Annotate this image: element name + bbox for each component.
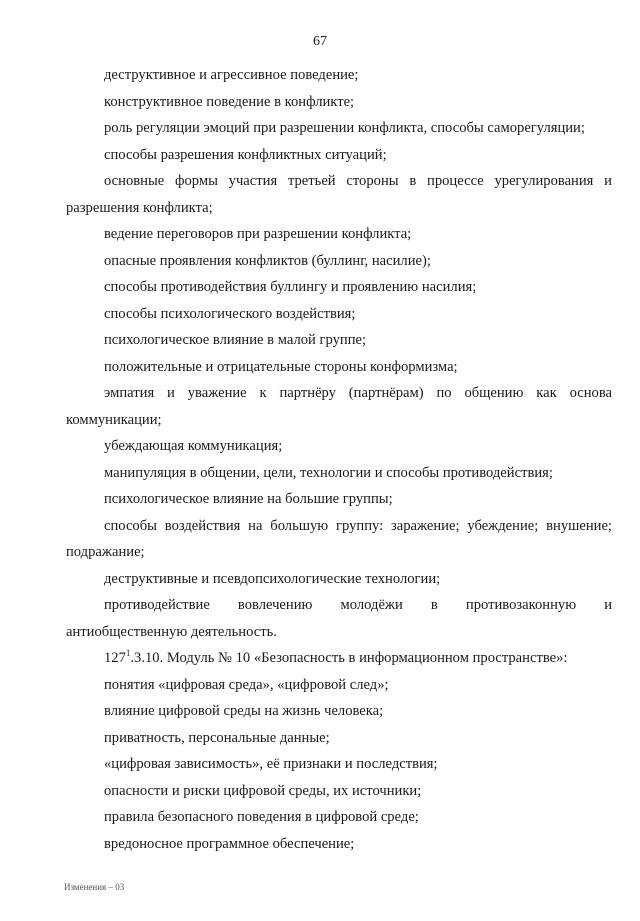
list-item: роль регуляции эмоций при разрешении конфликта, способы саморегуляции; xyxy=(104,120,585,136)
list-item: правила безопасного поведения в цифровой среде; xyxy=(104,809,419,825)
list-item: способы психологического воздействия; xyxy=(104,305,356,322)
list-item: эмпатия и уважение к партнёру (партнёрам) по общению как основа коммуникации; xyxy=(66,385,612,428)
list-item: ведение переговоров при разрешении конфликта; xyxy=(104,226,412,242)
list-item: противодействие вовлечению молодёжи в противозаконную и антиобщественную деятельность. xyxy=(66,597,612,640)
module-heading-prefix: 127 xyxy=(104,650,126,666)
list-item: способы противодействия буллингу и проявлению насилия; xyxy=(104,279,477,295)
list-item: способы разрешения конфликтных ситуаций; xyxy=(104,146,387,163)
list-item: основные формы участия третьей стороны в процессе урегулирования и разрешения конфликта; xyxy=(66,173,612,216)
page-number: 67 xyxy=(313,34,327,49)
document-body xyxy=(66,62,612,857)
list-item: положительные и отрицательные стороны конформизма; xyxy=(104,358,458,375)
list-item: опасности и риски цифровой среды, их источники; xyxy=(104,782,422,799)
list-item: опасные проявления конфликтов (буллинг, насилие); xyxy=(104,252,431,269)
list-item: влияние цифровой среды на жизнь человека; xyxy=(104,703,384,719)
module-heading xyxy=(66,645,612,672)
list-item: психологическое влияние на большие группы; xyxy=(104,491,393,507)
list-item: убеждающая коммуникация; xyxy=(104,438,283,454)
list-item: манипуляция в общении, цели, технологии и способы противодействия; xyxy=(104,464,553,481)
list-item: приватность, персональные данные; xyxy=(104,729,330,746)
list-item: конструктивное поведение в конфликте; xyxy=(104,93,355,110)
page-footer: Изменения – 03 xyxy=(64,882,125,892)
list-item: психологическое влияние в малой группе; xyxy=(104,332,367,348)
list-item: вредоносное программное обеспечение; xyxy=(104,835,355,852)
list-item: деструктивные и псевдопсихологические технологии; xyxy=(104,570,441,587)
list-item: способы воздействия на большую группу: заражение; убеждение; внушение; подражание; xyxy=(66,517,612,560)
list-item: понятия «цифровая среда», «цифровой след»; xyxy=(104,676,389,693)
list-item: «цифровая зависимость», её признаки и последствия; xyxy=(104,756,438,772)
module-heading-text: .3.10. Модуль № 10 «Безопасность в информационном пространстве»: xyxy=(130,650,568,666)
module-heading-superscript: 1 xyxy=(125,648,131,659)
list-item: деструктивное и агрессивное поведение; xyxy=(104,67,359,83)
